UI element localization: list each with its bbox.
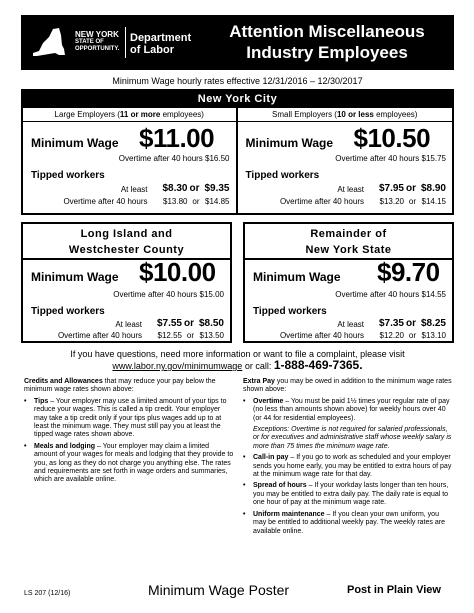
contact-line <box>21 359 454 372</box>
title-line1: Attention Miscellaneous <box>229 22 425 41</box>
overtime-rate: Overtime after 40 hours $15.00 <box>113 290 224 299</box>
nyc-heading: New York City <box>23 91 452 108</box>
tipped-overtime-row: Overtime after 40 hours $13.80 or $14.85 <box>63 197 230 206</box>
poster-title <box>207 21 447 63</box>
header-divider <box>125 27 126 58</box>
overtime-item: • Overtime – You must be paid 1½ times your regular rate of pay (no less than amounts shown above) for weekly hours over 40 (or 44 for residential employees). <box>243 398 453 423</box>
ny-state-wordmark <box>75 30 119 53</box>
tipped-overtime-row: Overtime after 40 hours $13.20 or $14.15 <box>279 197 446 206</box>
tipped-workers-heading: Tipped workers <box>31 306 105 317</box>
overtime-exceptions: Exceptions: Overtime is not required for salaried professionals, or for executives and administrative staff whose weekly salary is more than 75 times the minimum wage rate. <box>253 426 452 450</box>
uniform-maintenance-item: • Uniform maintenance – If you clean your own uniform, you may be entitled to additional weekly pay. The weekly rates are available online. <box>243 511 453 536</box>
tipped-at-least-row: At least $7.55 or $8.50 <box>115 318 224 329</box>
phone-number[interactable]: 1-888-469-7365 <box>273 358 360 372</box>
small-employers-label: Small Employers (10 or less employees) <box>238 108 453 122</box>
overtime-rate: Overtime after 40 hours $15.75 <box>335 154 446 163</box>
min-wage-label: Minimum Wage <box>245 136 334 150</box>
overtime-rate: Overtime after 40 hours $16.50 <box>118 154 230 163</box>
contact-question: If you have questions, need more information or want to file a complaint, please visit <box>70 349 405 359</box>
credits-allowances-column <box>24 378 234 488</box>
minimum-wage-link[interactable]: www.labor.ny.gov/minimumwage <box>112 361 243 371</box>
min-wage-label: Minimum Wage <box>253 270 341 284</box>
min-wage-label: Minimum Wage <box>31 270 119 284</box>
tipped-workers-heading: Tipped workers <box>245 170 320 181</box>
large-employers-label: Large Employers (11 or more employees) <box>23 108 236 122</box>
nyc-large-employers <box>23 108 238 215</box>
tips-item: • Tips – Your employer may use a limited amount of your tips to reduce your wages. This is called a tip credit. Your employer may take a tip credit only if your tips plus wages add up to at least the minimum wage. They must still pay you at least the tipped wage rates shown above. <box>24 398 234 440</box>
nyc-small-employers <box>238 108 453 215</box>
post-in-plain-view: Post in Plain View <box>347 584 441 596</box>
long-island-rates-box <box>21 222 232 343</box>
or-call-text: or call: <box>242 361 274 371</box>
form-code: LS 207 (12/16) <box>24 590 71 597</box>
header-banner <box>21 15 454 70</box>
title-line2: Industry Employees <box>246 43 408 62</box>
remainder-heading: Remainder of New York State <box>245 224 452 260</box>
credits-intro: Credits and Allowances that may reduce your pay below the minimum wage rates shown above: <box>24 378 216 394</box>
ny-line2: STATE OF <box>75 39 104 45</box>
extra-pay-column <box>243 378 453 539</box>
remainder-rates-box <box>243 222 454 343</box>
footer-title: Minimum Wage Poster <box>148 582 290 598</box>
long-island-heading: Long Island and Westchester County <box>23 224 230 260</box>
tipped-overtime-row: Overtime after 40 hours $12.20 or $13.10 <box>279 331 446 340</box>
extra-pay-intro: Extra Pay you may be owed in addition to the minimum wage rates shown above: <box>243 378 452 394</box>
min-wage-amount: $9.70 <box>377 257 440 287</box>
new-york-state-map-icon <box>29 25 69 61</box>
phone-period: . <box>359 358 363 372</box>
tipped-at-least-row: At least $7.35 or $8.25 <box>337 318 446 329</box>
ny-line3: OPPORTUNITY. <box>75 46 120 52</box>
dept-line1: Department <box>130 32 192 44</box>
tipped-at-least-row: At least $7.95 or $8.90 <box>337 183 446 194</box>
department-label <box>130 32 191 56</box>
call-in-pay-item: • Call-in pay – If you go to work as scheduled and your employer sends you home early, you may be entitled to extra hours of pay at the minimum wage rate for that day. <box>243 454 453 479</box>
nyc-rates-box <box>21 89 454 215</box>
tipped-at-least-row: At least $8.30 or $9.35 <box>120 183 230 194</box>
tipped-workers-heading: Tipped workers <box>253 306 327 317</box>
min-wage-amount: $10.50 <box>353 123 431 153</box>
tipped-overtime-row: Overtime after 40 hours $12.55 or $13.50 <box>57 331 224 340</box>
ny-line1: NEW YORK <box>75 30 119 39</box>
min-wage-amount: $10.00 <box>139 257 216 287</box>
min-wage-label: Minimum Wage <box>31 136 119 150</box>
meals-lodging-item: • Meals and lodging – Your employer may claim a limited amount of your wages for meals and lodging that they provide to you, as long as they do not charge you anything else. The rates and requirements are set forth in wage orders and summaries, which are available online. <box>24 443 234 485</box>
overtime-rate: Overtime after 40 hours $14.55 <box>335 290 446 299</box>
dept-line2: of Labor <box>130 44 174 56</box>
spread-of-hours-item: • Spread of hours – If your workday lasts longer than ten hours, you may be entitled to extra daily pay. The daily rate is equal to one hour of pay at the minimum wage rate. <box>243 482 453 507</box>
tipped-workers-heading: Tipped workers <box>31 170 105 181</box>
effective-dates: Minimum Wage hourly rates effective 12/31/2016 – 12/30/2017 <box>112 76 363 86</box>
min-wage-amount: $11.00 <box>139 123 215 153</box>
